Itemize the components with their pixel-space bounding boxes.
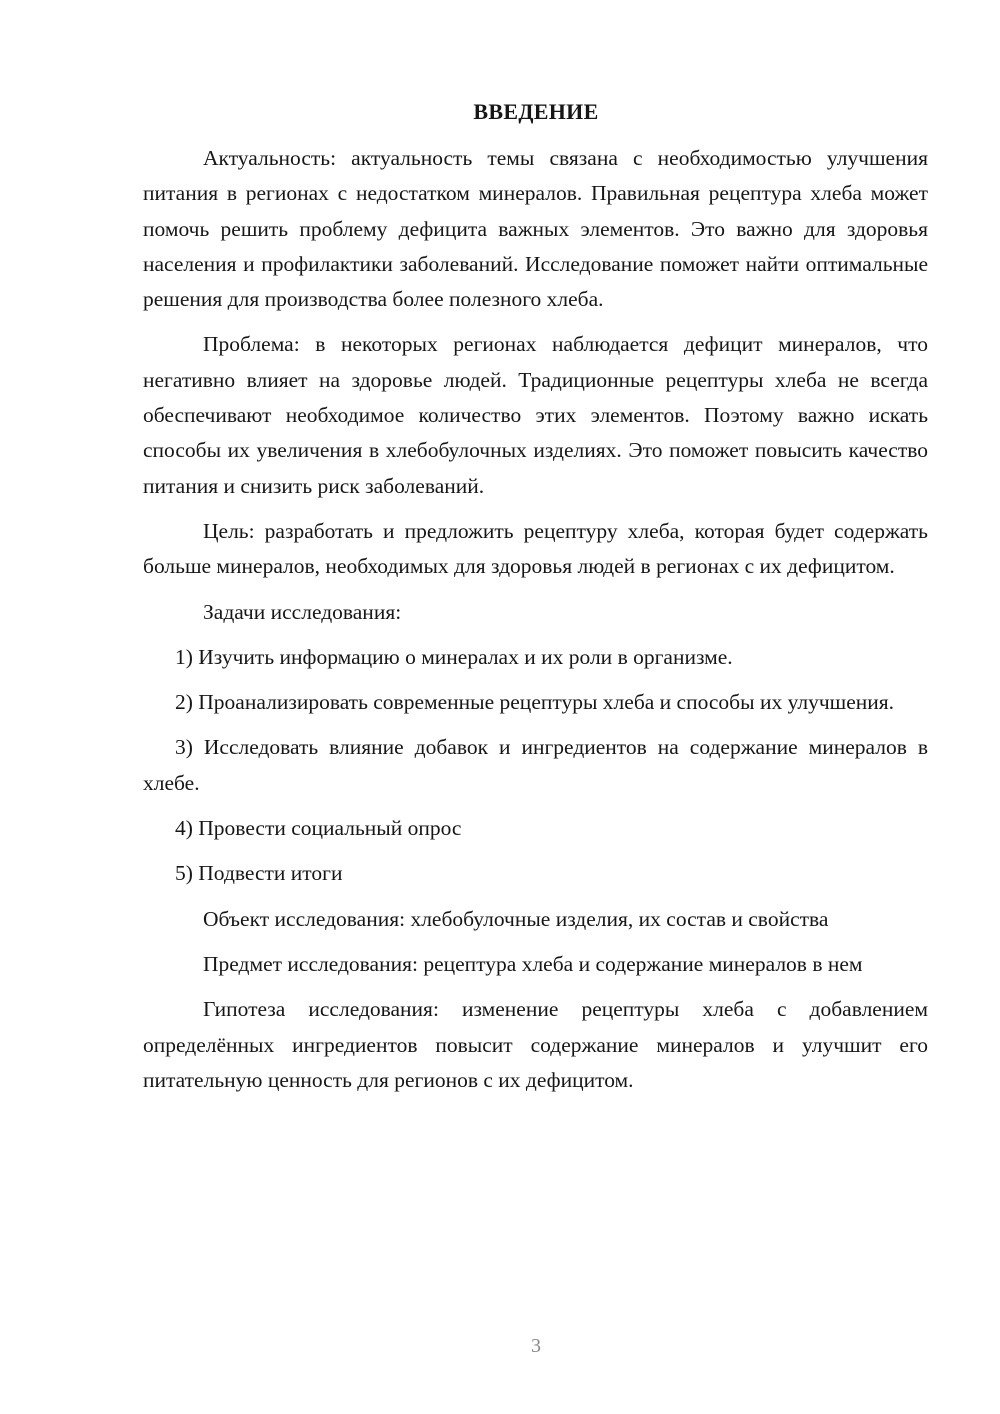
tasks-heading: Задачи исследования: (203, 599, 402, 624)
task-item-5: 5) Подвести итоги (175, 861, 343, 886)
subject-paragraph: Предмет исследования: рецептура хлеба и содержание минералов в нем (203, 951, 863, 976)
page-title: ВВЕДЕНИЕ (473, 99, 599, 124)
task-item-2: 2) Проанализировать современные рецептуры хлеба и способы их улучшения. (175, 690, 895, 715)
goal-paragraph: Цель: разработать и предложить рецептуру хлеба, которая будет содержать больше минералов, необходимых для здоровья людей в регионах с их дефицитом. (143, 518, 928, 579)
page-number: 3 (531, 1335, 541, 1357)
document-body (143, 141, 928, 1098)
relevance-paragraph: Актуальность: актуальность темы связана с необходимостью улучшения питания в регионах с недостатком минералов. Правильная рецептура хлеба может помочь решить проблему дефицита важных элементов. Это важно для здоровья населения и профилактики заболеваний. Исследование поможет найти оптимальные решения для производства более полезного хлеба. (143, 146, 928, 312)
task-item-4: 4) Провести социальный опрос (175, 816, 462, 841)
object-paragraph: Объект исследования: хлебобулочные изделия, их состав и свойства (203, 906, 829, 931)
problem-paragraph: Проблема: в некоторых регионах наблюдается дефицит минералов, что негативно влияет на здоровье людей. Традиционные рецептуры хлеба не всегда обеспечивают необходимое количество этих элементов. Поэтому важно искать способы их увеличения в хлебобулочных изделиях. Это поможет повысить качество питания и снизить риск заболеваний. (143, 332, 928, 498)
hypothesis-paragraph: Гипотеза исследования: изменение рецептуры хлеба с добавлением определённых ингредиентов повысит содержание минералов и улучшит его питательную ценность для регионов с их дефицитом. (143, 997, 928, 1092)
task-item-1: 1) Изучить информацию о минералах и их роли в организме. (175, 644, 733, 669)
task-item-3: 3) Исследовать влияние добавок и ингредиентов на содержание минералов в хлебе. (143, 735, 928, 795)
